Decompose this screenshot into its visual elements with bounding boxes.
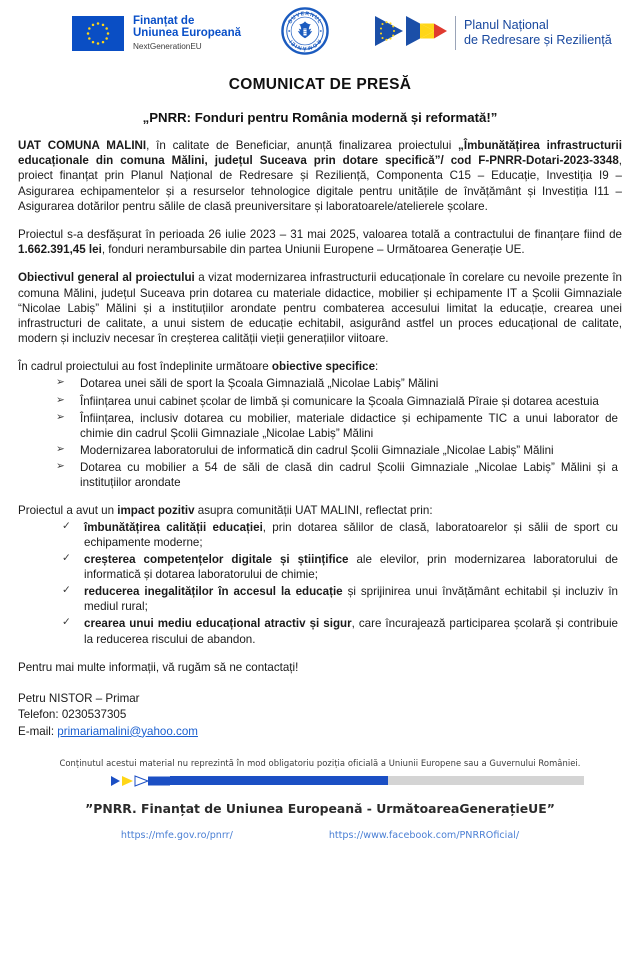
positive-impact-list (56, 520, 618, 647)
footer-disclaimer: Conținutul acestui material nu reprezintă în mod obligatoriu poziția oficială a Uniunii Europene sau a Guvernului României. (59, 758, 581, 769)
eu-logo-line2: Uniunea Europeană (133, 27, 241, 40)
project-name: „Îmbunătățirea infrastructurii educaționale din comuna Mălini, județul Suceava prin dotare specifică”/ cod F-PNRR-Dotari-2023-3348 (18, 139, 622, 168)
eu-logo-line3: NextGenerationEU (133, 42, 202, 52)
eu-logo-line1: Finanțat de (133, 14, 195, 27)
impact-label: îmbunătățirea calității educației (84, 521, 263, 535)
pnrr-logo-line1: Planul Național (464, 17, 549, 32)
romanian-government-seal-icon (281, 7, 329, 60)
specific-objectives-list (52, 376, 618, 489)
contact-email-row (18, 724, 622, 740)
pnrr-logo-divider (455, 16, 456, 50)
footer-progress-filled (170, 776, 388, 785)
eu-flag-icon (72, 16, 124, 51)
impact-intro (18, 503, 622, 518)
impact-text: și sprijinirea unui învățământ echitabil și incluziv în mediul rural; (84, 585, 619, 614)
funding-period-text: Proiectul s-a desfășurat în perioada 26 iulie 2023 – 31 mai 2025, valoarea totală a contractului de finanțare fiind de (18, 227, 622, 241)
impact-intro-prefix: Proiectul a avut un (18, 503, 118, 517)
general-objective-label: Obiectivul general al proiectului (18, 271, 195, 285)
list-item (56, 584, 618, 614)
list-item: ➢ Înființarea, inclusiv dotarea cu mobilier, materiale didactice și echipamente TIC a unui laborator de chimie din cadrul Școlii Gimnaziale „Nicolae Labiș” Mălini (52, 411, 618, 441)
beneficiary-name: UAT COMUNA MALINI (18, 139, 147, 152)
footer-progress-bar-wrap (18, 776, 622, 785)
page-subtitle: „PNRR: Fonduri pentru România modernă și reformată!” (142, 110, 498, 125)
impact-label: creșterea competențelor digitale și științifice (84, 553, 349, 567)
contact-email-link[interactable]: primariamalini@yahoo.com (57, 724, 198, 738)
pnrr-logo (373, 13, 612, 54)
page-title: COMUNICAT DE PRESĂ (228, 76, 412, 93)
paragraph-funding (18, 227, 622, 257)
impact-label: reducerea inegalităților în accesul la educație (84, 585, 343, 599)
paragraph-general-objective (18, 270, 622, 346)
contact-name: Petru NISTOR – Primar (18, 691, 140, 705)
eu-funding-logo (72, 15, 241, 52)
impact-text: , care încurajează participarea școlară și contribuie la reducerea riscului de abandon. (84, 617, 618, 646)
page-footer (0, 758, 640, 841)
list-item (56, 552, 618, 582)
header-logo-bar (0, 0, 640, 60)
impact-text: ale elevilor, prin modernizarea laboratorului de informatică și dotarea laboratorului de chimie; (84, 553, 619, 582)
impact-text: , prin dotarea sălilor de clasă, laboratoarelor și sălii de sport cu echipamente moderne; (84, 521, 618, 550)
footer-arrows-icon (110, 775, 170, 787)
footer-tagline: ”PNRR. Finanțat de Uniunea Europeană - UrmătoareaGenerațieUE” (85, 801, 555, 817)
list-item: ➢ Înființarea unui cabinet școlar de limbă și comunicare la Școala Gimnazială Pîraie și dotarea acestuia (52, 394, 618, 409)
paragraph-announcement-mid: , în calitate de Beneficiar, anunță finalizarea proiectului (146, 139, 459, 152)
list-item: ➢ Modernizarea laboratorului de informatică din cadrul Școlii Gimnaziale „Nicolae Labiș” Mălini (52, 443, 618, 458)
contact-invitation: Pentru mai multe informații, vă rugăm să ne contactați! (18, 660, 299, 674)
impact-label: crearea unui mediu educațional atractiv și sigur (84, 617, 352, 631)
objectives-intro-suffix: : (375, 360, 379, 374)
impact-intro-suffix: asupra comunității UAT MALINI, reflectat prin: (194, 503, 433, 517)
footer-links (18, 830, 622, 841)
pnrr-logo-line2: de Redresare și Reziliență (464, 33, 612, 47)
objectives-intro-prefix: În cadrul proiectului au fost îndeplinite următoare (18, 360, 272, 374)
footer-link-mfe[interactable]: https://mfe.gov.ro/pnrr/ (120, 830, 233, 842)
funding-amount: 1.662.391,45 lei (18, 243, 102, 257)
list-item: ➢ Dotarea cu mobilier a 54 de săli de clasă din cadrul Școlii Gimnaziale „Nicolae Labiș” Mălini și a instituțiilor arondate (52, 460, 618, 490)
pnrr-arrows-icon (373, 13, 449, 54)
footer-progress-remaining (388, 776, 584, 785)
impact-intro-label: impact pozitiv (117, 503, 195, 517)
contact-details (18, 691, 622, 740)
footer-link-facebook[interactable]: https://www.facebook.com/PNRROficial/ (328, 830, 520, 842)
general-objective-text: a vizat modernizarea infrastructurii educaționale în corelare cu nevoile prezente în comuna Mălini, județul Suceava prin dotarea cu materiale didactice, mobilier și echipamente IT a Școlii Gimnaziale “Nicolae Labiș” Mălini și a instituțiilor arondate pentru combaterea accesului limitat la educație, crearea unei infrastructuri de calitate, a unui sistem de educație echitabil, asigurând astfel un proces educațional de calitate, modern și incluziv necesar în creșterea calității vieții generațiilor viitoare. (18, 271, 623, 346)
contact-phone: Telefon: 0230537305 (18, 708, 127, 722)
funding-source-text: , fonduri nerambursabile din partea Uniunii Europene – Următoarea Generație UE. (101, 243, 525, 257)
contact-email-label: E-mail: (18, 724, 58, 738)
objectives-intro (18, 359, 622, 374)
list-item: ➢ Dotarea unei săli de sport la Școala Gimnazială „Nicolae Labiș” Mălini (52, 376, 618, 391)
paragraph-announcement-rest: , proiect finanțat prin Planul Național de Redresare și Reziliență, Componenta C15 – Educație, Investiția I9 – Asigurarea echipamentelor și a resurselor tehnologice digitale pentru unitățile de învățământ și Investiția I11 – Asigurarea dotărilor pentru sălile de clasă preuniversitare și laboratoarele/atelierele școlare. (18, 154, 622, 213)
svg-text:ROMÂNIEI: ROMÂNIEI (288, 37, 322, 51)
press-release-body (0, 76, 640, 740)
paragraph-announcement (18, 138, 622, 214)
objectives-intro-label: obiective specifice (271, 360, 376, 374)
footer-progress-bar (110, 776, 530, 785)
list-item (56, 616, 618, 646)
list-item (56, 520, 618, 550)
svg-text:GUVERNUL: GUVERNUL (287, 10, 323, 25)
